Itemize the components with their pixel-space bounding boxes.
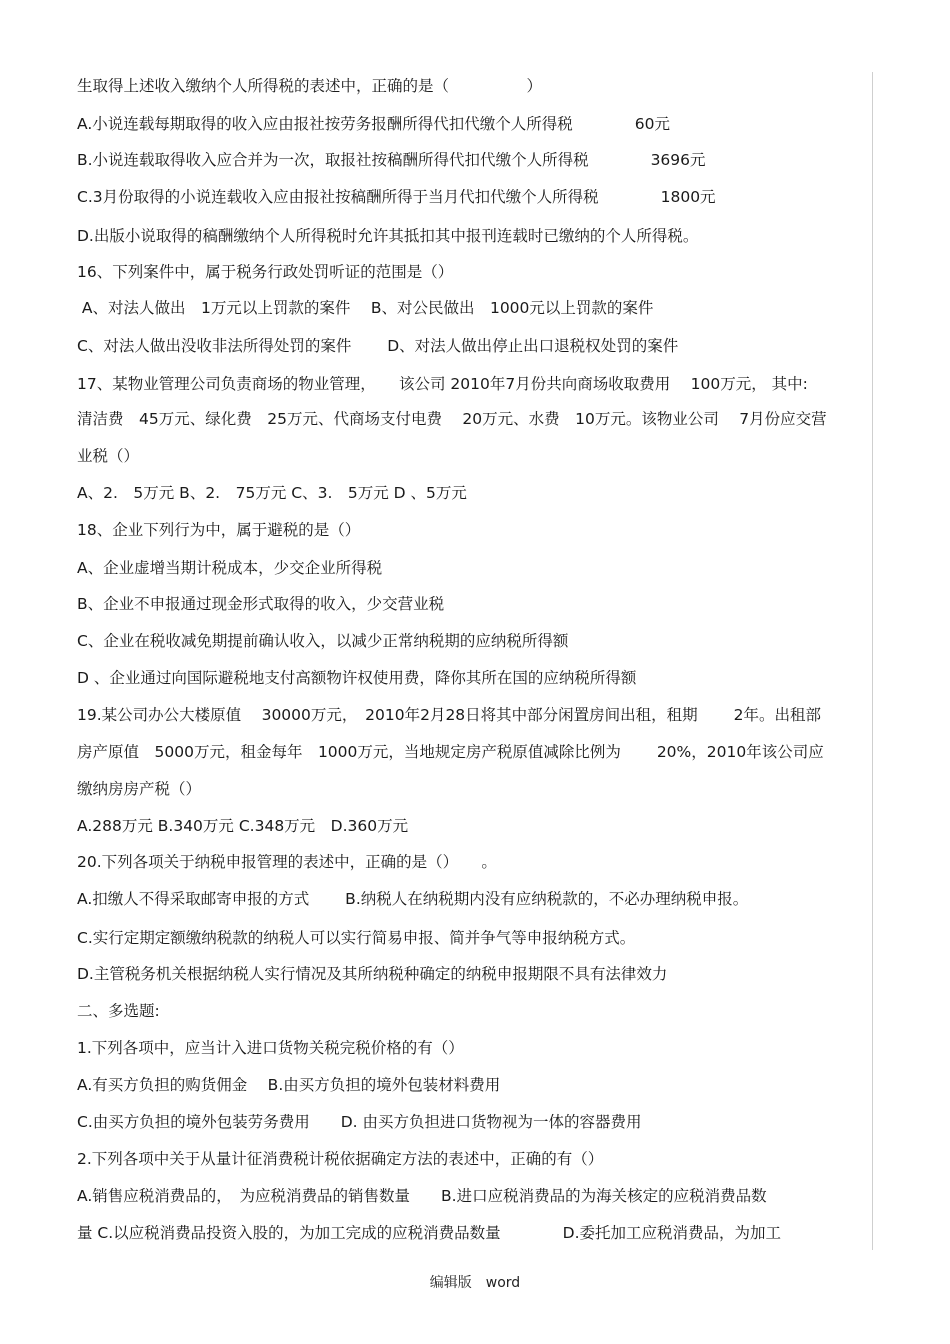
- question-19: 19.某公司办公大楼原值 30000万元， 2010年2月28日将其中部分闲置房间出租，租期 2年。出租部: [77, 706, 821, 724]
- question-16: 16、下列案件中，属于税务行政处罚听证的范围是（）: [77, 263, 454, 281]
- text-line: C.3月份取得的小说连载收入应由报社按稿酬所得于当月代扣代缴个人所得税 1800元: [77, 188, 716, 206]
- text-line: C.实行定期定额缴纳税款的纳税人可以实行简易申报、简并争气等申报纳税方式。: [77, 929, 636, 947]
- text-line: D.出版小说取得的稿酬缴纳个人所得税时允许其抵扣其中报刊连载时已缴纳的个人所得税。: [77, 227, 699, 245]
- text-line: B、企业不申报通过现金形式取得的收入，少交营业税: [77, 595, 445, 613]
- text-line: A.销售应税消费品的， 为应税消费品的销售数量 B.进口应税消费品的为海关核定的应税消费品数: [77, 1187, 767, 1205]
- question-18: 18、企业下列行为中，属于避税的是（）: [77, 521, 361, 539]
- text-line: A.扣缴人不得采取邮寄申报的方式 B.纳税人在纳税期内没有应纳税款的，不必办理纳税申报。: [77, 890, 749, 908]
- section-heading: 二、多选题:: [77, 1002, 160, 1020]
- text-line: D 、企业通过向国际避税地支付高额物许权使用费，降你其所在国的应纳税所得额: [77, 669, 637, 687]
- text-line: C、对法人做出没收非法所得处罚的案件 D、对法人做出停止出口退税权处罚的案件: [77, 337, 679, 355]
- page-footer: 编辑版 word: [429, 1275, 521, 1291]
- text-line: A、2. 5万元 B、2. 75万元 C、3. 5万元 D 、5万元: [77, 484, 467, 502]
- text-line: 生取得上述收入缴纳个人所得税的表述中，正确的是（ ）: [77, 77, 543, 95]
- multi-question-1: 1.下列各项中，应当计入进口货物关税完税价格的有（）: [77, 1039, 464, 1057]
- text-line: 房产原值 5000万元，租金每年 1000万元，当地规定房产税原值减除比例为 20%，2010年该公司应: [77, 743, 824, 761]
- text-line: B.小说连载取得收入应合并为一次，取报社按稿酬所得代扣代缴个人所得税 3696元: [77, 151, 706, 169]
- text-line: A、企业虚增当期计税成本，少交企业所得税: [77, 559, 383, 577]
- text-line: A.288万元 B.340万元 C.348万元 D.360万元: [77, 817, 409, 835]
- text-line: C.由买方负担的境外包装劳务费用 D. 由买方负担进口货物视为一体的容器费用: [77, 1113, 642, 1131]
- text-line: A.小说连载每期取得的收入应由报社按劳务报酬所得代扣代缴个人所得税 60元: [77, 115, 670, 133]
- text-line: 缴纳房房产税（）: [77, 780, 202, 798]
- text-line: A、对法人做出 1万元以上罚款的案件 B、对公民做出 1000元以上罚款的案件: [77, 299, 654, 317]
- text-line: 量 C.以应税消费品投资入股的，为加工完成的应税消费品数量 D.委托加工应税消费品，为加工: [77, 1224, 782, 1242]
- question-17: 17、某物业管理公司负责商场的物业管理， 该公司 2010年7月份共向商场收取费用 100万元， 其中:: [77, 375, 808, 393]
- text-line: 清洁费 45万元、绿化费 25万元、代商场支付电费 20万元、水费 10万元。该物业公司 7月份应交营: [77, 410, 827, 428]
- text-line: C、企业在税收减免期提前确认收入，以减少正常纳税期的应纳税所得额: [77, 632, 569, 650]
- text-line: 业税（）: [77, 447, 140, 465]
- multi-question-2: 2.下列各项中关于从量计征消费税计税依据确定方法的表述中，正确的有（）: [77, 1150, 604, 1168]
- question-20: 20.下列各项关于纳税申报管理的表述中，正确的是（） 。: [77, 853, 497, 871]
- text-line: A.有买方负担的购货佣金 B.由买方负担的境外包装材料费用: [77, 1076, 501, 1094]
- right-margin-rule: [872, 72, 873, 1250]
- text-line: D.主管税务机关根据纳税人实行情况及其所纳税种确定的纳税申报期限不具有法律效力: [77, 965, 668, 983]
